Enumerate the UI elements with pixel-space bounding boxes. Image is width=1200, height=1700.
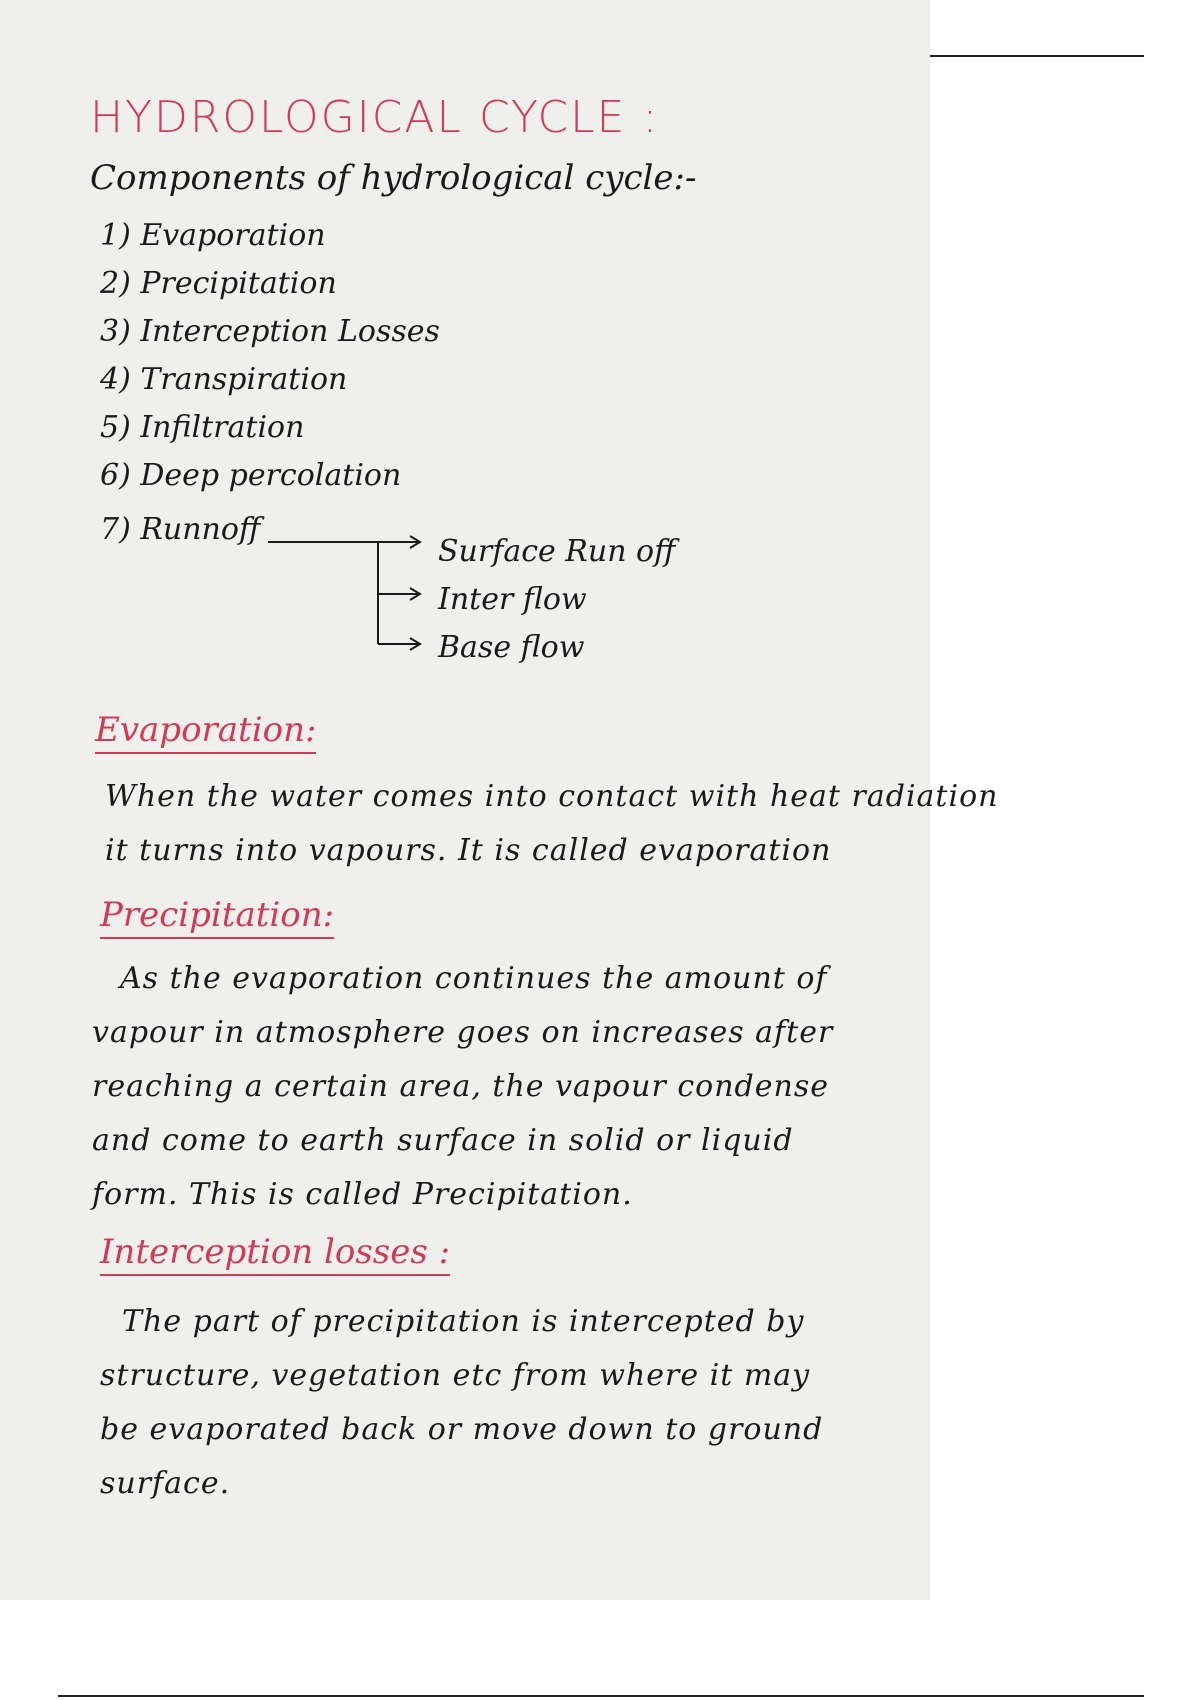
text-line: vapour in atmosphere goes on increases after (92, 1015, 834, 1050)
text-line: be evaporated back or move down to ground (100, 1412, 824, 1447)
components-heading: Components of hydrological cycle:- (90, 158, 697, 198)
text-line: reaching a certain area, the vapour condense (92, 1069, 829, 1104)
section-heading-interception (100, 1232, 450, 1272)
section-heading-evaporation (95, 710, 316, 750)
text-line: The part of precipitation is intercepted by (122, 1304, 805, 1339)
list-item: 4) Transpiration (100, 362, 348, 397)
text-line: When the water comes into contact with heat radiation (105, 779, 999, 814)
list-item: Inter flow (438, 582, 587, 617)
section-body-evaporation (105, 770, 998, 878)
section-heading-text: Precipitation: (100, 895, 334, 939)
text-line: structure, vegetation etc from where it may (100, 1358, 811, 1393)
components-list (100, 212, 440, 554)
list-item: Base flow (438, 630, 585, 665)
text-line: surface. (100, 1466, 231, 1501)
list-item: 5) Infiltration (100, 410, 305, 445)
list-item: 3) Interception Losses (100, 314, 440, 349)
list-item: 6) Deep percolation (100, 458, 402, 493)
list-item: 7) Runnoff (100, 512, 261, 547)
section-heading-text: Interception losses : (100, 1232, 450, 1276)
page-title: HYDROLOGICAL CYCLE : (90, 92, 660, 143)
top-divider (930, 55, 1144, 57)
section-heading-precipitation (100, 895, 334, 935)
runoff-branches (438, 528, 675, 672)
section-body-interception (100, 1295, 823, 1511)
list-item: Surface Run off (438, 534, 676, 569)
text-line: it turns into vapours. It is called evaporation (105, 833, 832, 868)
text-line: and come to earth surface in solid or liquid (92, 1123, 794, 1158)
bottom-divider (58, 1695, 1144, 1697)
section-heading-text: Evaporation: (95, 710, 316, 754)
list-item: 2) Precipitation (100, 266, 337, 301)
text-line: As the evaporation continues the amount of (120, 961, 828, 996)
text-line: form. This is called Precipitation. (92, 1177, 633, 1212)
section-body-precipitation (92, 952, 833, 1222)
list-item: 1) Evaporation (100, 218, 326, 253)
